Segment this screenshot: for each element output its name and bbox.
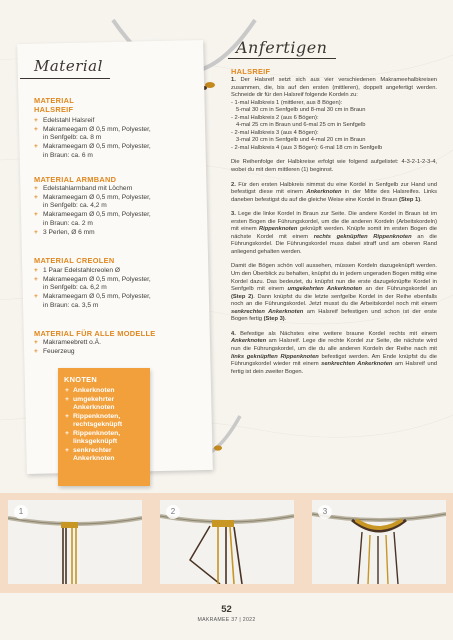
cut-list: [231, 100, 437, 153]
material-armband-heading: MATERIAL ARMBAND: [34, 175, 117, 184]
cut-line: - 2-mal Halbkreis 2 (aus 6 Bögen):: [231, 114, 319, 121]
step-3-illustration: [312, 500, 446, 584]
list-item: + Rippenknoten, linksgeknüpft: [65, 429, 121, 445]
step-number-badge: 3: [318, 505, 332, 519]
material-creolen-list: [34, 267, 194, 311]
list-item: + Makrameegarn Ø 0,5 mm, Polyester, in Senfgelb: ca. 4,2 m: [34, 194, 194, 211]
knot-term: Ankerknoten: [231, 338, 267, 345]
paragraph-text: Für den ersten Halbkreis nimmst du eine Kordel in Senfgelb zur Hand und befestigst diese mit einem: [231, 181, 437, 196]
paragraph-text: Befestige als Nächstes eine weitere braune Kordel rechts mit einem: [235, 330, 437, 337]
item-text: Makrameegarn Ø 0,5 mm, Polyester,: [43, 211, 151, 219]
paragraph-text: Lege die linke Kordel in Braun zur Seite. Die andere Kordel in Braun ist im ersten Bogen die Führungskordel, um die die anderen Kordeln (Arbeitskordeln) mit einem: [231, 211, 437, 233]
paragraph-order: Die Reihenfolge der Halbkreise erfolgt wie folgend aufgelistet: 4-3-2-1-2-3-4, wobei du mit dem mittleren (1) beginnst.: [231, 159, 437, 174]
list-item: + senkrechter Ankerknoten: [65, 446, 115, 462]
paragraph-text: .: [420, 196, 422, 203]
item-text-cont: Ankerknoten: [73, 404, 115, 411]
paragraph-4: [231, 331, 437, 376]
item-text-cont: in Braun: ca. 3,5 m: [43, 301, 99, 309]
step-photo-2: [160, 500, 294, 584]
list-item: + Rippenknoten, rechtsgeknüpft: [65, 412, 123, 428]
list-item: + Makrameegarn Ø 0,5 mm, Polyester, in Braun: ca. 6 m: [34, 143, 194, 160]
step-number-badge: 2: [166, 505, 180, 519]
knot-term: umgekehrten Ankerknoten: [287, 286, 363, 293]
step-photo-3: [312, 500, 446, 584]
step-photo-1: [8, 500, 142, 584]
item-text: Rippenknoten,: [73, 429, 121, 437]
material-alle-heading: MATERIAL FÜR ALLE MODELLE: [34, 329, 156, 338]
item-text: Makrameegarn Ø 0,5 mm, Polyester,: [43, 293, 151, 301]
list-item: + Makrameegarn Ø 0,5 mm, Polyester, in Senfgelb: ca. 8 m: [34, 126, 194, 143]
item-text: Rippenknoten,: [73, 412, 121, 420]
paragraph-text: .: [284, 316, 287, 323]
item-text-cont: in Senfgelb: ca. 6,2 m: [43, 284, 107, 292]
cut-line: - 2-mal Halbkreis 4 (aus 3 Bögen): 6-mal 18 cm in Senfgelb: [231, 144, 383, 151]
cut-line: - 1-mal Halbkreis 1 (mittlerer, aus 8 Bögen):: [231, 99, 343, 106]
paragraph-text: am Halsreif. Lege die rechte Kordel zur Seite, die nächste wird nun die Führungskordel, um die du alle anderen Kordeln der Reihe nach mit: [231, 338, 437, 352]
list-item: + Edelstahlarmband mit Löchern: [34, 185, 133, 192]
knot-term: links geknüpften Rippenknoten: [231, 353, 319, 360]
list-item: + Makrameebrett o.Ä.: [34, 339, 101, 346]
item-text-cont: Ankerknoten: [73, 455, 115, 462]
step-number: 2.: [231, 181, 236, 188]
step-number: 4.: [231, 330, 236, 337]
step-ref: (Step 2): [231, 293, 254, 300]
knot-term: senkrechten Ankerknoten: [231, 308, 304, 315]
anfertigen-body: [231, 67, 437, 376]
knoten-list: [65, 387, 149, 464]
item-text: Makrameegarn Ø 0,5 mm, Polyester,: [43, 193, 151, 201]
step-ref: (Step 1): [399, 196, 421, 203]
paragraph-text: am Halsreif und fertig ist dein zweiter Bogen.: [231, 361, 437, 375]
material-halsreif-heading: [34, 96, 74, 114]
paragraph-text: Der Halsreif setzt sich aus vier verschiedenen Makrameehalbkreisen zusammen, die, bis auf den ersten (mittleren), doppelt angefertigt werden. Schneide dir für den Halsreif folgende Kordeln zu:: [231, 77, 437, 99]
paragraph-text: an der Führungskordel an: [362, 286, 437, 293]
material-title: Material: [34, 57, 103, 75]
item-text-cont: linksgeknüpft: [73, 438, 118, 445]
halsreif-heading: HALSREIF: [231, 67, 271, 76]
cut-line: 4-mal 25 cm in Braun und 6-mal 25 cm in Senfgelb: [236, 122, 366, 129]
material-armband-list: [34, 185, 194, 237]
item-text-cont: in Braun: ca. 6 m: [43, 151, 93, 159]
knot-term: Ankerknoten: [306, 189, 342, 196]
paragraph-text: in der Mitte des Halsreifes. Links daneben befestigst du auf die gleiche Weise eine Kordel in Braun: [231, 189, 438, 203]
cut-line: 3-mal 20 cm in Senfgelb und 4-mal 20 cm in Braun: [236, 137, 366, 144]
material-creolen-heading: MATERIAL CREOLEN: [34, 256, 115, 265]
anfertigen-underline: [228, 58, 336, 59]
step-1-illustration: [8, 500, 142, 584]
cut-line: 5-mal 30 cm in Senfgelb und 8-mal 30 cm in Braun: [236, 107, 366, 114]
item-text: Makrameegarn Ø 0,5 mm, Polyester,: [43, 275, 151, 283]
knot-term: senkrechten Ankerknoten: [321, 361, 393, 368]
item-text: Feuerzeug: [43, 347, 75, 355]
heading-line-1: MATERIAL: [34, 96, 75, 105]
item-text: umgekehrter: [73, 395, 115, 403]
material-title-underline: [20, 78, 110, 79]
item-text: Makrameegarn Ø 0,5 mm, Polyester,: [43, 125, 151, 133]
item-text-cont: in Senfgelb: ca. 4,2 m: [43, 202, 107, 210]
step-number: 1.: [231, 77, 236, 83]
item-text-cont: rechtsgeknüpft: [73, 421, 123, 428]
step-2-illustration: [160, 500, 294, 584]
list-item: + 1 Paar Edelstahlcreolen Ø: [34, 267, 120, 274]
item-text: Edelstahlarmband mit Löchern: [43, 185, 133, 192]
item-text: Makrameebrett o.Ä.: [43, 339, 101, 346]
paragraph-3b: [231, 263, 437, 323]
step-number: 3.: [231, 211, 236, 218]
heading-line-2: HALSREIF: [34, 105, 74, 114]
list-item: + Makrameegarn Ø 0,5 mm, Polyester, in Senfgelb: ca. 6,2 m: [34, 276, 194, 293]
item-text: senkrechter: [73, 446, 112, 454]
item-text-cont: in Senfgelb: ca. 8 m: [43, 134, 102, 142]
item-text: Edelstahl Halsreif: [43, 117, 95, 124]
step-number-badge: 1: [14, 505, 28, 519]
paragraph-text: am Halsreif befestigen und schon ist der erste Bogen fertig: [231, 308, 437, 323]
knot-term: Rippenknoten: [259, 226, 298, 233]
list-item: + 3 Perlen, Ø 6 mm: [34, 228, 95, 236]
paragraph-text: an die Führungskordel. Die Führungskordel muss dabei straff und am oberen Rand anliegend gehalten werden.: [231, 233, 437, 255]
paragraph-text: geknüpft werden. Knüpfe somit im ersten Bogen die nächste Kordel mit einem: [231, 226, 437, 240]
knot-term: rechts geknüpften Rippenknoten: [313, 233, 412, 240]
paragraph-1: [231, 77, 437, 100]
knoten-title: KNOTEN: [64, 375, 98, 384]
cut-line: - 2-mal Halbkreis 3 (aus 4 Bögen):: [231, 129, 319, 136]
paragraph-text: Damit die Bögen schön voll aussehen, müssen Kordeln dazugeknüpft werden. Um den Überblick zu behalten, knüpfst du in jedem ungeraden Bogen mittig eine Kordel dazu. Das bedeutet, du knüpfst nun die erste dazugeknüpfte Kordel in Senfgelb mit einem: [231, 263, 437, 293]
material-alle-list: [34, 339, 194, 356]
item-text: 1 Paar Edelstahlcreolen Ø: [43, 267, 120, 274]
page-number: 52: [221, 604, 232, 615]
paragraph-2: [231, 182, 437, 205]
knoten-box: [58, 368, 150, 486]
list-item: + Makrameegarn Ø 0,5 mm, Polyester, in Braun: ca. 3,5 m: [34, 293, 194, 310]
paragraph-text: . Dann knüpfst du die letzte senfgelbe Kordel in der Reihe ebenfalls noch an die Führungskordel. Jetzt musst du die Arbeitskordel noch mit einem: [231, 293, 438, 308]
paragraph-text: befestigst werden. Am Ende knüpfst du die Führungskordel wieder mit einem: [231, 353, 437, 368]
list-item: + Ankerknoten: [65, 387, 115, 394]
anfertigen-title: Anfertigen: [236, 38, 328, 57]
item-text: Ankerknoten: [73, 387, 115, 394]
list-item: + umgekehrter Ankerknoten: [65, 395, 115, 411]
item-text-cont: in Braun: ca. 2 m: [43, 219, 93, 227]
list-item: + Feuerzeug: [34, 347, 75, 355]
material-halsreif-list: [34, 117, 194, 161]
item-text: Makrameegarn Ø 0,5 mm, Polyester,: [43, 143, 151, 151]
issue-label: MAKRAMEE 37 | 2022: [197, 617, 256, 623]
paragraph-3: [231, 211, 437, 256]
item-text: 3 Perlen, Ø 6 mm: [43, 228, 95, 236]
list-item: + Edelstahl Halsreif: [34, 117, 95, 124]
step-ref: (Step 3): [263, 316, 285, 323]
list-item: + Makrameegarn Ø 0,5 mm, Polyester, in Braun: ca. 2 m: [34, 211, 194, 228]
